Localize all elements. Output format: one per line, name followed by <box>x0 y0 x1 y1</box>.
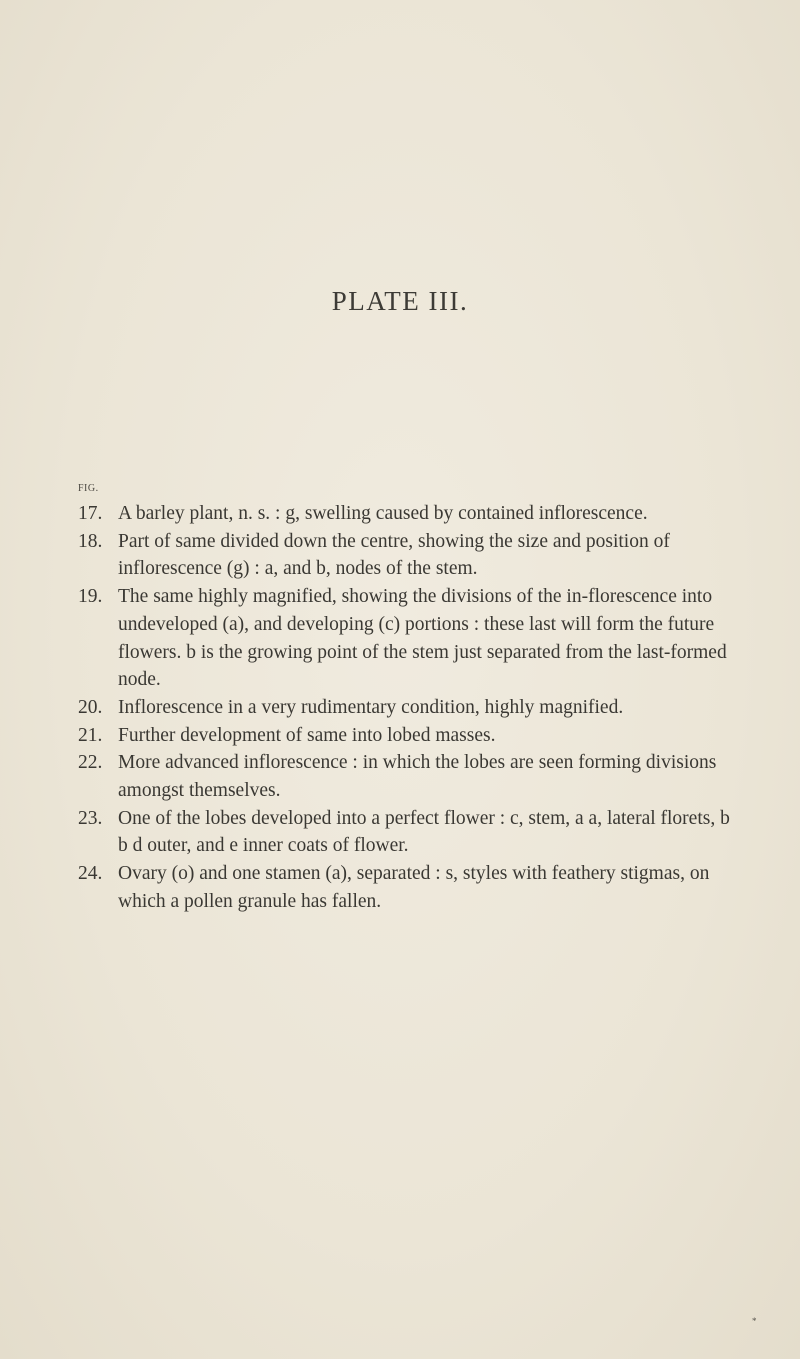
fig-label: FIG. <box>78 483 99 494</box>
figure-number: 20. <box>78 696 103 718</box>
figure-number: 24. <box>78 863 103 885</box>
figure-caption: One of the lobes developed into a perfect flower : c, stem, a a, lateral florets, b b d outer, and e inner coats of flower. <box>118 807 730 857</box>
figure-entry-20 <box>78 694 738 722</box>
figure-entry-18 <box>78 528 738 583</box>
figure-caption: Inflorescence in a very rudimentary condition, highly magnified. <box>118 696 624 718</box>
page-mark: * <box>752 1316 757 1326</box>
figure-entry-21 <box>78 722 738 750</box>
figure-caption: A barley plant, n. s. : g, swelling caused by contained inflorescence. <box>118 503 648 524</box>
figure-entry-19 <box>78 583 738 694</box>
figure-number: 23. <box>78 807 103 829</box>
figure-caption: Ovary (o) and one stamen (a), separated : s, styles with feathery stigmas, on which a pollen granule has fallen. <box>118 863 710 912</box>
figure-entry-17 <box>78 500 738 528</box>
figure-number: 17. <box>78 503 103 524</box>
figure-caption: Part of same divided down the centre, showing the size and position of inflorescence (g) : a, and b, nodes of the stem. <box>118 530 670 580</box>
figure-entry-23 <box>78 805 738 860</box>
figure-entry-22 <box>78 749 738 804</box>
figure-number: 19. <box>78 586 103 608</box>
figure-number: 18. <box>78 530 103 552</box>
figure-number: 22. <box>78 752 103 774</box>
figure-number: 21. <box>78 724 103 746</box>
figure-caption: The same highly magnified, showing the divisions of the in-florescence into undeveloped (a), and developing (c) portions : these last will form the future flowers. b is the growing point of the stem just separated from the last-formed node. <box>118 586 727 691</box>
figure-caption: Further development of same into lobed masses. <box>118 724 496 746</box>
figure-list <box>78 500 738 916</box>
figure-caption: More advanced inflorescence : in which the lobes are seen forming divisions amongst themselves. <box>118 752 717 802</box>
plate-title: PLATE III. <box>331 286 469 316</box>
figure-entry-24 <box>78 860 738 915</box>
